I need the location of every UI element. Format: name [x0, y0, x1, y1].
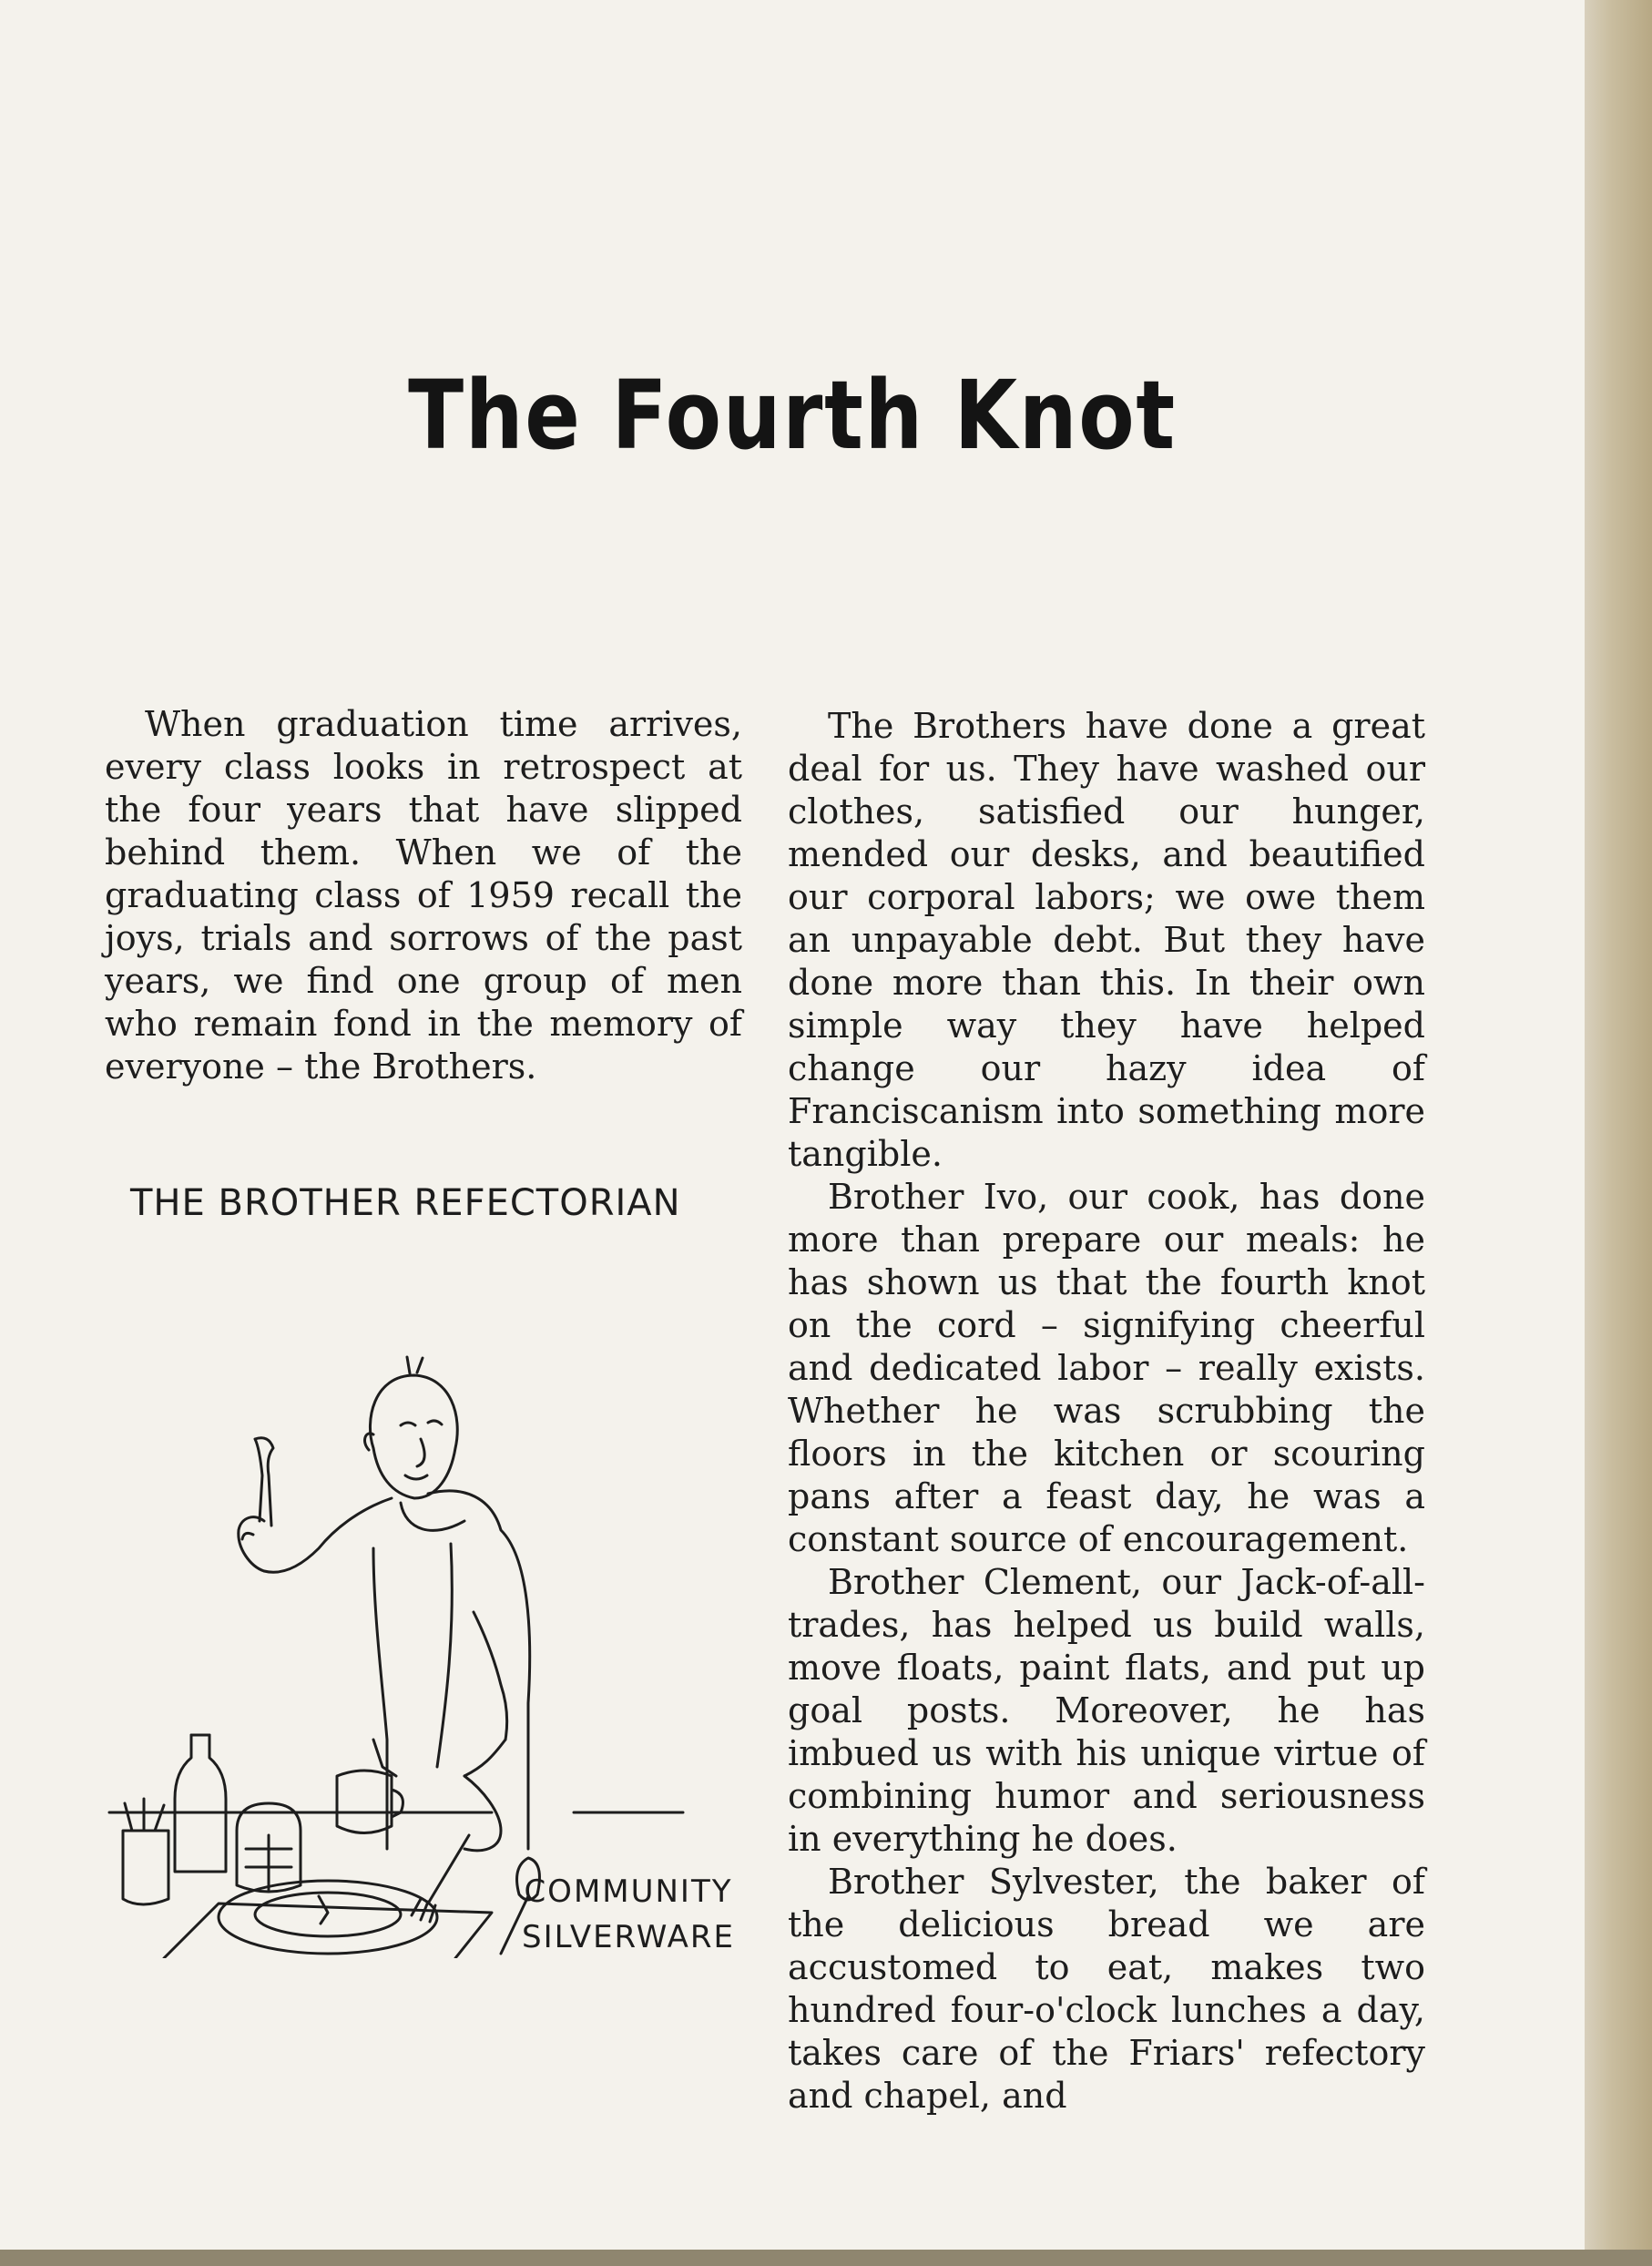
cartoon-subcaption-line2: SILVERWARE — [522, 1919, 735, 1955]
right-column — [788, 705, 1425, 2118]
cartoon-subcaption-line1: COMMUNITY — [524, 1873, 733, 1910]
paragraph-brother-ivo: Brother Ivo, our cook, has done more than prepare our meals: he has shown us that the fourth knot on the cord – signifying cheerful and dedicated labor – really exists. Whether he was scrubbing the floors in the kitchen or scouring pans after a feast day, he was a constant source of encouragement. — [788, 1177, 1425, 1559]
friar-cartoon-illustration — [100, 1339, 756, 1958]
page-edge — [1585, 0, 1652, 2266]
cartoon-caption: THE BROTHER REFECTORIAN — [130, 1182, 681, 1224]
intro-paragraph: When graduation time arrives, every class looks in retrospect at the four years that have slipped behind them. When we of the graduating class of 1959 recall the joys, trials and sorrows of the past years, we find one group of men who remain fond in the memory of everyone – the Brothers. — [105, 704, 742, 1087]
paragraph-brothers: The Brothers have done a great deal for us. They have washed our clothes, satisfied our hunger, mended our desks, and beautified our corporal labors; we owe them an unpayable debt. But they have done more than this. In their own simple way they have helped change our hazy idea of Franciscanism into something more tangible. — [788, 706, 1425, 1174]
paragraph-brother-clement: Brother Clement, our Jack-of-all-trades, has helped us build walls, move floats, paint flats, and put up goal posts. Moreover, he has imbued us with his unique virtue of combining humor and seriousness in everything he does. — [788, 1562, 1425, 1859]
page-title: The Fourth Knot — [408, 360, 1177, 471]
left-column — [105, 703, 742, 1088]
paragraph-brother-sylvester: Brother Sylvester, the baker of the delicious bread we are accustomed to eat, makes two hundred four-o'clock lunches a day, takes care of the Friars' refectory and chapel, and — [788, 1862, 1425, 2116]
bottom-edge — [0, 2250, 1652, 2266]
cartoon-subcaption — [522, 1869, 735, 1960]
